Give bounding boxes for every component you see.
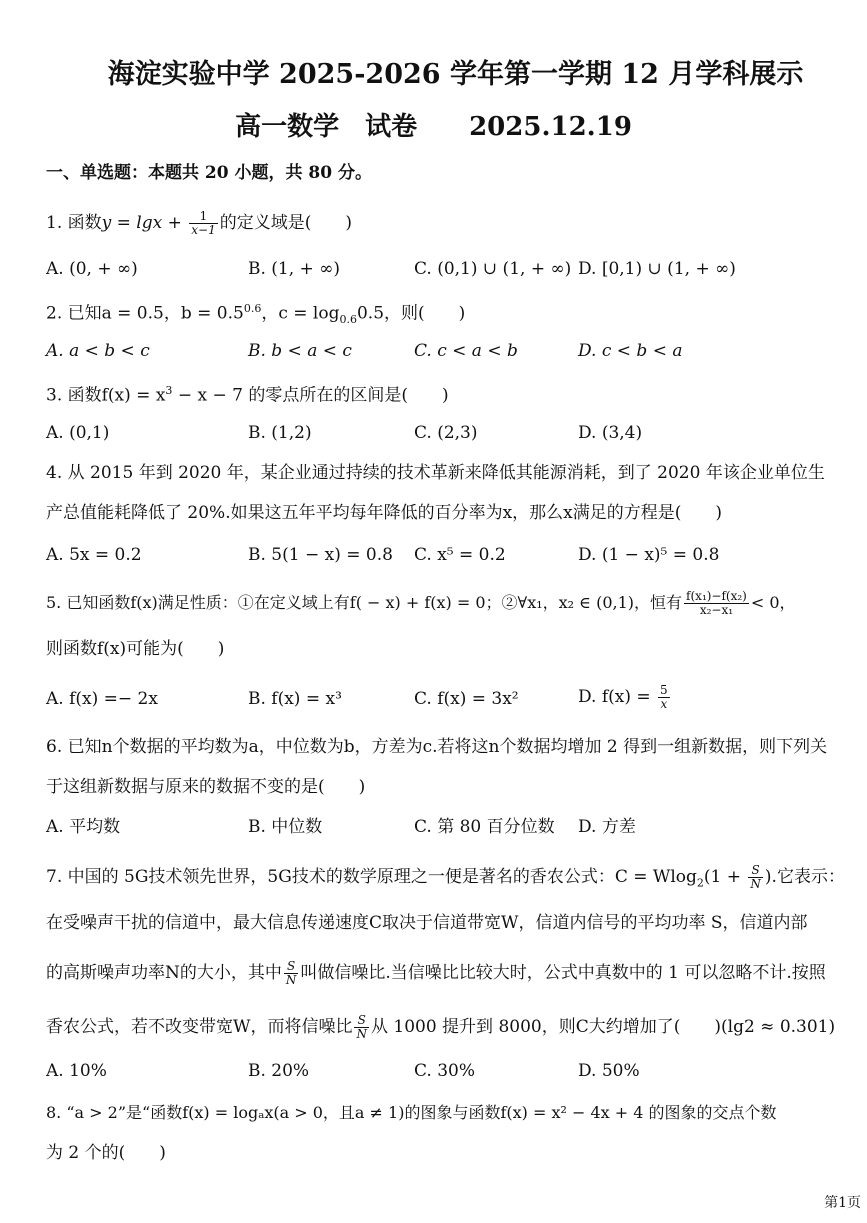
section-heading: 一、单选题：本题共 20 小题，共 80 分。 — [46, 163, 372, 183]
q6-option-a: A. 平均数 — [46, 817, 121, 837]
fraction: $\frac{\text{f(x₁)−f(x₂)}}{\text{x₂−x₁}}$ — [686, 589, 747, 617]
q6-option-c: C. 第 80 百分位数 — [414, 817, 555, 837]
q3-option-a: A. (0,1) — [46, 423, 110, 443]
question-4-line-2: 产总值能耗降低了 20%.如果这五年平均每年降低的百分率为x，那么x满足的方程是( ) — [46, 503, 723, 523]
q4-option-c: C. x⁵ = 0.2 — [414, 545, 506, 565]
question-6-line-2: 于这组新数据与原来的数据不变的是( ) — [46, 777, 366, 797]
question-4-line-1: 4. 从 2015 年到 2020 年，某企业通过持续的技术革新来降低其能源消耗，到了 2020 年该企业单位生 — [46, 463, 825, 483]
q7-option-d: D. 50% — [578, 1061, 640, 1081]
question-8-line-1: 8. “a > 2”是“函数f(x) = logₐx(a > 0，且a ≠ 1)的图象与函数f(x) = x² − 4x + 4 的图象的交点个数 — [46, 1103, 777, 1122]
question-2: 2. 已知a = 0.5，$b = 0.5^{0.6}$，$c = \log_{0.6}0.5$，则( ) — [46, 302, 466, 327]
q2-option-d: D. c < b < a — [578, 341, 683, 361]
q4-option-b: B. 5(1 − x) = 0.8 — [248, 545, 393, 565]
question-8-line-2: 为 2 个的( ) — [46, 1143, 166, 1163]
q7-option-b: B. 20% — [248, 1061, 310, 1081]
question-6-line-1: 6. 已知n个数据的平均数为a，中位数为b，方差为c.若将这n个数据均增加 2 得到一组新数据，则下列关 — [46, 737, 828, 757]
question-7-line-2: 在受噪声干扰的信道中，最大信息传递速度C取决于信道带宽W，信道内信号的平均功率 S，信道内部 — [46, 913, 808, 933]
q5-option-c: C. f(x) = 3x² — [414, 689, 519, 709]
q4-option-d: D. (1 − x)⁵ = 0.8 — [578, 545, 720, 565]
q1-option-d: D. [0,1) ∪ (1, + ∞) — [578, 259, 736, 279]
fraction: $\frac{1}{x-1}$ — [191, 209, 216, 237]
question-7-line-1: 7. 中国的 5G技术领先世界，5G技术的数学原理之一便是著名的香农公式：C = Wlog$_2$(1 + $\frac{S}{N}$ ).它表示： — [46, 863, 845, 891]
fraction: $\frac{S}{N}$ — [356, 1013, 367, 1041]
question-7-line-4: 香农公式，若不改变带宽W，而将信噪比 $\frac{S}{N}$ 从 1000 提升到 8000，则C大约增加了( )(lg2 ≈ 0.301) — [46, 1013, 836, 1041]
q2-option-a: A. a < b < c — [46, 341, 150, 361]
fraction: $\frac{S}{N}$ — [285, 959, 297, 987]
q7-option-c: C. 30% — [414, 1061, 475, 1081]
q6-option-d: D. 方差 — [578, 817, 636, 837]
question-7-line-3: 的高斯噪声功率N的大小，其中 $\frac{S}{N}$ 叫做信噪比.当信噪比比较大时，公式中真数中的 1 可以忽略不计.按照 — [46, 959, 826, 987]
q4-option-a: A. 5x = 0.2 — [46, 545, 142, 565]
fraction: $\frac{5}{x}$ — [660, 683, 668, 711]
q1-option-a: A. (0, + ∞) — [46, 259, 138, 279]
question-5-line-2: 则函数f(x)可能为( ) — [46, 639, 225, 659]
question-1: 1. 函数y = lgx + $\frac{1}{x-1}$ 的定义域是( ) — [46, 209, 352, 237]
q1-option-b: B. (1, + ∞) — [248, 259, 340, 279]
q1-option-c: C. (0,1) ∪ (1, + ∞) — [414, 259, 572, 279]
q5-option-a: A. f(x) =− 2x — [46, 689, 158, 709]
q3-option-b: B. (1,2) — [248, 423, 312, 443]
fraction: $\frac{S}{N}$ — [750, 863, 761, 891]
question-5-line-1: 5. 已知函数f(x)满足性质：①在定义域上有f( − x) + f(x) = 0；②∀x₁，x₂ ∈ (0,1)，恒有 $\frac{\text{f(x₁)−f(x₂)}}{\text{x₂−x₁}}$ < 0， — [46, 589, 796, 617]
page-number: 第1页 — [824, 1195, 861, 1211]
exam-title: 海淀实验中学 2025-2026 学年第一学期 12 月学科展示 — [107, 59, 804, 90]
exam-subtitle: 高一数学 试卷 2025.12.19 — [235, 112, 632, 142]
q3-option-d: D. (3,4) — [578, 423, 643, 443]
q3-option-c: C. (2,3) — [414, 423, 478, 443]
q2-option-b: B. b < a < c — [248, 341, 352, 361]
q2-option-c: C. c < a < b — [414, 341, 518, 361]
q5-option-b: B. f(x) = x³ — [248, 689, 342, 709]
q6-option-b: B. 中位数 — [248, 817, 323, 837]
question-3: 3. 函数$f(x) = x^3 - x - 7$ 的零点所在的区间是( ) — [46, 384, 449, 406]
q7-option-a: A. 10% — [46, 1061, 107, 1081]
q5-option-d: D. f(x) = $\frac{5}{x}$ — [578, 683, 668, 711]
